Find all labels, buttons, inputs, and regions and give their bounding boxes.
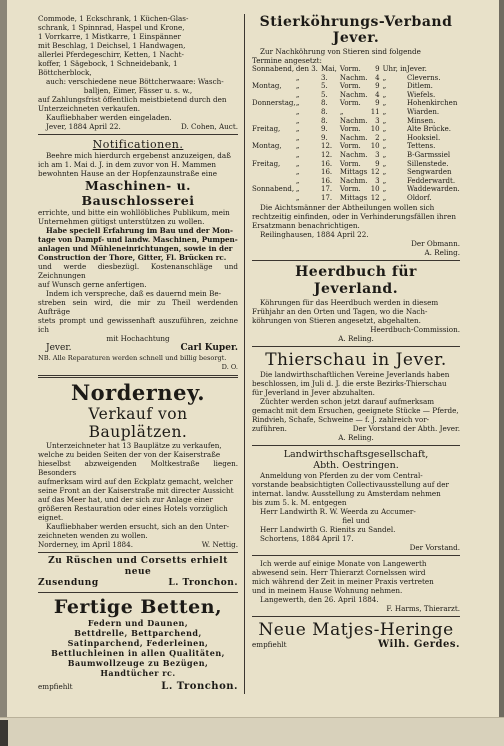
schedule-cell: Wiefels. (406, 90, 436, 99)
schedule-cell: 9. (321, 133, 328, 142)
inventory-line: 1 Vorrkarre, 1 Mistkarre, 1 Einspänner (38, 32, 181, 41)
vet-line: abwesend sein. Herr Thierarzt Cornelssen wird (252, 567, 426, 577)
beds-line: Bettdrelle, Bettparchend, (74, 628, 202, 638)
schedule-row (252, 74, 460, 83)
plots-line: aufmerksam wird auf den Eckplatz gemacht, welcher (38, 477, 233, 486)
bull-place: Reilinghausen, 1884 April 22. (260, 229, 369, 239)
schedule-row (252, 151, 460, 160)
beds-line: Bettluchleinen in allen Qualitäten, (51, 648, 225, 658)
schedule-cell: Jever. (406, 65, 427, 73)
beds-line: Handtücher rc. (100, 668, 176, 678)
schedule-cell: 4 (375, 73, 380, 82)
schedule-cell: Vorm. (339, 82, 361, 91)
schedule-row (252, 65, 460, 74)
schedule-cell: Alte Brücke. (406, 125, 451, 134)
plots-signature: W. Nettig. (201, 540, 238, 549)
society-subheading: Abth. Oestringen. (313, 459, 399, 471)
schedule-cell: Minsen. (406, 116, 436, 125)
inventory-line: Unterzeichneten verkaufen. (38, 104, 141, 113)
schedule-cell: Vorm. (339, 125, 361, 134)
herdbook-heading: Heerdbuch für Jeverland. (295, 263, 417, 297)
workshop-line: Indem ich verspreche, daß es dauernd mein Be- (46, 289, 222, 298)
separator (38, 592, 238, 593)
show-signature: Der Vorstand der Abth. Jever. (352, 423, 460, 433)
society-place: Schortens, 1884 April 17. (260, 533, 354, 543)
norderney-heading: Norderney. (70, 380, 206, 405)
society-line: internat. landw. Ausstellung zu Amsterdam nehmen (252, 488, 441, 498)
society-line: Anmeldung von Pferden zu der vom Central- (260, 470, 423, 480)
workshop-body (38, 208, 238, 343)
vet-signature: F. Harms, Thierarzt. (386, 603, 460, 613)
auction-inventory (38, 14, 238, 122)
schedule-cell: Nachm. (339, 176, 368, 185)
schedule-cell: „ (295, 142, 300, 151)
workshop-line: anlagen und Mühleneinrichtungen, sowie in der (38, 244, 233, 253)
schedule-cell: „ (382, 176, 387, 185)
workshop-line: auf Wunsch gerne anfertigen. (38, 280, 147, 289)
schedule-cell: „ (295, 90, 300, 99)
schedule-row (252, 177, 460, 186)
schedule-cell: Freitag, (252, 125, 281, 134)
ruches-line: Zu Rüschen und Corsetts erhielt neue (48, 556, 228, 577)
schedule-cell: 3 (375, 176, 380, 185)
notification-heading: Notificationen. (92, 138, 184, 151)
inventory-line: schrank, 1 Spinnrad, Haspel und Krone, (38, 23, 185, 32)
beds-list (38, 618, 238, 678)
schedule-row (252, 91, 460, 100)
schedule-cell: 10 (370, 185, 380, 194)
ruches-line: Zusendung (38, 578, 99, 588)
herring-heading: Neue Matjes-Heringe (258, 619, 454, 640)
inventory-line: auch: verschiedene neue Böttcherwaare: Wasch- (46, 77, 224, 86)
bull-note-line: Die Aichtsmänner der Abtheilungen wollen sich (260, 202, 435, 212)
schedule-cell: Ditlem. (406, 82, 433, 91)
schedule-cell: 12. (321, 142, 333, 151)
schedule-cell: 3 (375, 116, 380, 125)
plots-line: seine Front an der Kaiserstraße mit directer Aussicht (38, 486, 234, 495)
scan-bottom-strip (0, 717, 504, 746)
schedule-cell (252, 194, 296, 203)
vet-line: Ich werde auf einige Monate von Langewerth (260, 558, 427, 568)
bull-note-line: Ersatzmann benachrichtigen. (252, 220, 360, 230)
separator (252, 260, 460, 261)
schedule-row (252, 194, 460, 203)
plots-footer (38, 540, 238, 549)
schedule-cell: Donnerstag, (252, 99, 296, 108)
society-line: vorstande beabsichtigten Collectivausstellung auf der (252, 479, 449, 489)
schedule-cell: „ (382, 125, 387, 134)
inventory-line: balljen, Eimer, Fässer u. s. w., (83, 86, 193, 95)
plots-line: Unterzeichneter hat 13 Bauplätze zu verkaufen, (46, 441, 222, 450)
schedule-cell: „ (295, 168, 300, 177)
schedule-cell: 5. (321, 82, 328, 91)
beds-line: Baumwollzeuge zu Bezügen, (67, 658, 209, 668)
inventory-line: mit Beschlag, 1 Deichsel, 1 Handwagen, (38, 41, 186, 50)
schedule-cell: Montag, (252, 82, 282, 91)
ruches-signature: L. Tronchon. (168, 578, 238, 588)
schedule-cell: Sonnabend, (252, 65, 295, 73)
right-column (252, 14, 460, 649)
schedule-cell: 3 (375, 150, 380, 159)
plots-heading: Verkauf von Bauplätzen. (88, 405, 188, 441)
schedule-cell: „ (295, 125, 300, 134)
society-body (252, 471, 460, 534)
workshop-code: D. O. (221, 363, 238, 371)
bull-heading: Stierköhrungs-Verband (259, 14, 453, 30)
schedule-cell: „ (295, 150, 300, 159)
vet-line: und in meinem Hause Wohnung nehmen. (252, 585, 403, 595)
schedule-cell: „ (295, 82, 300, 91)
workshop-line: stets prompt und gewissenhaft auszuführen, zeichne ich (38, 316, 238, 334)
schedule-cell: Sillenstede. (406, 159, 449, 168)
schedule-cell: 8. (321, 107, 328, 116)
schedule-cell: 16. (321, 176, 333, 185)
society-line: fiel und (342, 515, 370, 525)
notification-line: Beehre mich hierdurch ergebenst anzuzeigen, daß (46, 151, 231, 160)
vet-place: Langewerth, den 26. April 1884. (260, 594, 379, 604)
inventory-line: auf Zahlungsfrist öffentlich meistbietend durch den (38, 95, 227, 104)
schedule-row (252, 142, 460, 151)
workshop-signature: Carl Kuper. (180, 343, 238, 353)
schedule-cell: Nachm. (339, 116, 368, 125)
schedule-cell: „ (382, 133, 387, 142)
show-line: Die landwirthschaftlichen Vereine Jeverlands haben (260, 369, 450, 379)
society-line: Herr Landwirth G. Rienits zu Sandel. (260, 524, 396, 534)
workshop-line: Habe speciell Erfahrung im Bau und der Mon- (46, 226, 233, 235)
workshop-heading: Maschinen- u. Bauschlosserei (81, 178, 195, 208)
bull-intro: Termine angesetzt: (252, 56, 322, 65)
schedule-cell: „ (382, 159, 387, 168)
plots-line: Kaufliebhaber werden ersucht, sich an den Unter- (46, 522, 230, 531)
auction-signature: D. Cohen, Auct. (180, 122, 238, 131)
society-line: bis zum 5. k. M. entgegen (252, 497, 347, 507)
schedule-cell: 8. (321, 99, 328, 108)
schedule-cell: „ (382, 150, 387, 159)
plots-body (38, 441, 238, 540)
schedule-cell (252, 177, 296, 186)
schedule-cell: „ (382, 142, 387, 151)
schedule-cell: „ (382, 193, 387, 202)
separator (252, 616, 460, 617)
schedule-row (252, 108, 460, 117)
schedule-cell: Sonnabend, (252, 185, 295, 194)
plots-line: auf das Meer hat, und der sich zur Anlage einer (38, 495, 213, 504)
schedule-cell: 12 (370, 193, 380, 202)
schedule-row (252, 160, 460, 169)
plots-line: eignet. (38, 513, 64, 522)
left-column (38, 14, 238, 691)
beds-line: Federn und Daunen, (87, 618, 189, 628)
auction-place: Jever, 1884 April 22. (46, 122, 121, 131)
schedule-cell: den 3. (295, 65, 318, 73)
schedule-cell: 9 (375, 159, 380, 168)
schedule-cell: 5. (321, 90, 328, 99)
schedule-cell: Montag, (252, 142, 282, 151)
workshop-footer (38, 343, 238, 354)
schedule-row (252, 168, 460, 177)
schedule-cell: Mai, (321, 65, 337, 73)
schedule-cell: „ (382, 168, 387, 177)
schedule-cell: 3. (321, 73, 328, 82)
herdbook-role: Heerdbuch-Commission. (370, 324, 460, 334)
schedule-cell: Vorm. (339, 65, 361, 73)
workshop-line: Unternehmen gütigst unterstützen zu wollen. (38, 217, 205, 226)
schedule-cell: Vorm. (339, 142, 361, 151)
show-line: zuführen. (252, 423, 287, 433)
schedule-cell (252, 134, 296, 143)
schedule-cell: Waddewarden. (406, 185, 460, 194)
beds-recommend: empfiehlt (38, 682, 73, 691)
bull-signature: A. Reling. (424, 247, 460, 257)
schedule-cell: „ (295, 99, 300, 108)
workshop-note: NB. Alle Reparaturen werden schnell und billig besorgt. (38, 354, 227, 362)
workshop-place: Jever. (46, 343, 72, 353)
schedule-cell: Fedderwardt. (406, 176, 456, 185)
show-name: A. Reling. (338, 432, 374, 442)
show-line: Rindvieh, Schafe, Schweine — f. J. zahlreich vor- (252, 414, 430, 424)
schedule-cell: 9 (375, 82, 380, 91)
schedule-cell: „ (295, 159, 300, 168)
workshop-line: und werde diesbezügl. Kostenanschläge und Zeichnungen (38, 262, 238, 280)
schedule-cell: 10 (370, 125, 380, 134)
schedule-row (252, 134, 460, 143)
schedule-cell: Sengwarden (406, 168, 452, 177)
inventory-line: Böttcherblock, (38, 68, 92, 77)
schedule-cell: 2 (375, 133, 380, 142)
schedule-cell: Oldorf. (406, 193, 432, 202)
schedule-cell: „ (382, 73, 387, 82)
schedule-cell: 10 (370, 142, 380, 151)
schedule-cell: „ (295, 73, 300, 82)
beds-line: Satinparchend, Federleinen, (67, 638, 209, 648)
page-left-edge (0, 0, 7, 746)
schedule-cell: „ (382, 82, 387, 91)
schedule-cell: Nachm. (339, 90, 368, 99)
society-signature: Der Vorstand. (409, 542, 460, 552)
schedule-cell: 9 (375, 99, 380, 108)
schedule-cell: 9. (321, 125, 328, 134)
herdbook-line: Frühjahr an den Orten und Tagen, wo die Nach- (252, 306, 428, 316)
workshop-line: tage von Dampf- und landw. Maschinen, Pumpen- (38, 235, 238, 244)
schedule-row (252, 185, 460, 194)
page-right-edge (499, 0, 504, 746)
inventory-line: Commode, 1 Eckschrank, 1 Küchen-Glas- (38, 14, 189, 23)
herring-footer (252, 640, 460, 649)
herring-signature: Wilh. Gerdes. (377, 638, 460, 650)
plots-line: hieselbst abzweigenden Moltkestraße liegen. Besonders (38, 459, 238, 477)
separator (38, 552, 238, 553)
schedule-cell: 17. (321, 185, 333, 194)
schedule-cell: Uhr, in (382, 65, 407, 73)
schedule-cell (252, 74, 296, 83)
schedule-cell: „ (295, 133, 300, 142)
inventory-line: koffer, 1 Sägebock, 1 Schneidebank, 1 (38, 59, 178, 68)
column-divider (244, 14, 245, 694)
inventory-line: allerlei Pferdegeschirr, Ketten, 1 Nacht- (38, 50, 184, 59)
separator (38, 375, 238, 378)
separator (252, 555, 460, 556)
schedule-cell: „ (295, 176, 300, 185)
bull-role: Der Obmann. (411, 238, 460, 248)
show-line: gemacht mit dem Ersuchen, geeignete Stücke — Pferde, (252, 405, 459, 415)
schedule-cell: „ (295, 116, 300, 125)
schedule-cell: Vorm. (339, 185, 361, 194)
schedule-cell: 16. (321, 159, 333, 168)
beds-footer (38, 682, 238, 691)
schedule-row (252, 117, 460, 126)
separator (252, 346, 460, 347)
schedule-cell: 17. (321, 193, 333, 202)
schedule-cell: Nachm. (339, 133, 368, 142)
bull-note (252, 203, 460, 230)
schedule-cell (252, 117, 296, 126)
schedule-cell: 16. (321, 168, 333, 177)
plots-place: Norderney, im April 1884. (38, 540, 133, 549)
schedule-row (252, 99, 460, 108)
schedule-cell: B-Garmssiel (406, 150, 451, 159)
schedule-cell (252, 91, 296, 100)
schedule-cell: „ (295, 107, 300, 116)
schedule-cell: Tettens. (406, 142, 436, 151)
herdbook-line: Köhrungen für das Heerdbuch werden in diesem (260, 297, 439, 307)
schedule-cell: „ (382, 116, 387, 125)
vet-body (252, 559, 460, 595)
schedule-cell: Wiarden. (406, 107, 440, 116)
schedule-cell: „ (295, 185, 300, 194)
schedule-cell: „ (382, 99, 387, 108)
schedule-cell (252, 108, 296, 117)
schedule-cell: 12 (370, 168, 380, 177)
schedule-cell: Nachm. (339, 150, 368, 159)
schedule-cell: 4 (375, 90, 380, 99)
auction-footer (38, 122, 238, 131)
schedule-cell: Nachm. (339, 73, 368, 82)
bull-schedule-table (252, 65, 460, 203)
show-line: für Jeverland in Jever abzuhalten. (252, 387, 375, 397)
schedule-cell: Mittags (339, 193, 368, 202)
plots-line: zeichneten wenden zu wollen. (38, 531, 148, 540)
schedule-cell: 12. (321, 150, 333, 159)
herdbook-signature: A. Reling. (338, 333, 374, 343)
plots-line: größeren Restauration oder eines Hotels vorzüglich (38, 504, 228, 513)
schedule-cell: Freitag, (252, 159, 281, 168)
vet-line: mich während der Zeit in meiner Praxis vertreten (252, 576, 434, 586)
schedule-cell: Vorm. (339, 159, 361, 168)
separator (252, 445, 460, 446)
beds-signature: L. Tronchon. (161, 681, 238, 692)
schedule-cell (252, 151, 296, 160)
workshop-line: mit Hochachtung (106, 334, 170, 343)
show-line: beschlossen, im Juli d. J. die erste Bezirks-Thierschau (252, 378, 447, 388)
schedule-cell: Hohenkirchen (406, 99, 458, 108)
notification-line: ich am 1. Mai d. J. in dem zuvor von H. Mammen (38, 160, 217, 169)
notification-intro (38, 151, 238, 178)
herring-recommend: empfiehlt (252, 639, 287, 649)
inventory-line: Kaufliebhaber werden eingeladen. (46, 113, 172, 122)
workshop-line: Construction der Thore, Gitter, Fl. Brücken rc. (38, 253, 227, 262)
society-line: Herr Landwirth R. W. Weerda zu Accumer- (260, 506, 416, 516)
herdbook-body (252, 298, 460, 325)
workshop-line: errichte, und bitte ein wohllöbliches Publikum, mein (38, 208, 230, 217)
schedule-cell: 9 (375, 65, 380, 73)
schedule-cell: „ (339, 107, 344, 116)
scan-marker (0, 720, 8, 746)
bull-subheading: Jever. (332, 30, 380, 46)
schedule-cell: „ (382, 90, 387, 99)
bull-note-line: rechtzeitig einfinden, oder in Verhinderungsfällen ihren (252, 211, 456, 221)
schedule-cell: 8. (321, 116, 328, 125)
ruches-footer (38, 578, 238, 589)
schedule-row (252, 125, 460, 134)
notification-line: bewohnten Hause an der Hopfenzaunstraße eine (38, 169, 217, 178)
herdbook-line: köhrungen von Stieren angesetzt, abgehalten. (252, 315, 421, 325)
schedule-cell: Cleverns. (406, 73, 441, 82)
beds-heading: Fertige Betten, (53, 596, 223, 618)
schedule-cell: 11 (370, 107, 380, 116)
schedule-cell: Mittags (339, 168, 368, 177)
schedule-cell: Vorm. (339, 99, 361, 108)
schedule-row (252, 82, 460, 91)
schedule-cell: „ (295, 193, 300, 202)
separator (38, 134, 238, 135)
plots-line: welche zu beiden Seiten der von der Kaiserstraße (38, 450, 221, 459)
schedule-cell: Hooksiel. (406, 133, 441, 142)
show-line: Züchter werden schon jetzt darauf aufmerksam (260, 396, 435, 406)
society-heading: Landwirthschaftsgesellschaft, (283, 448, 429, 460)
workshop-line: streben sein wird, die mir zu Theil werdenden Aufträge (38, 298, 238, 316)
schedule-cell (252, 168, 296, 177)
schedule-cell: „ (382, 185, 387, 194)
schedule-cell: „ (382, 107, 387, 116)
show-heading: Thierschau in Jever. (265, 349, 447, 370)
bull-intro: Zur Nachköhrung von Stieren sind folgende (260, 47, 421, 56)
